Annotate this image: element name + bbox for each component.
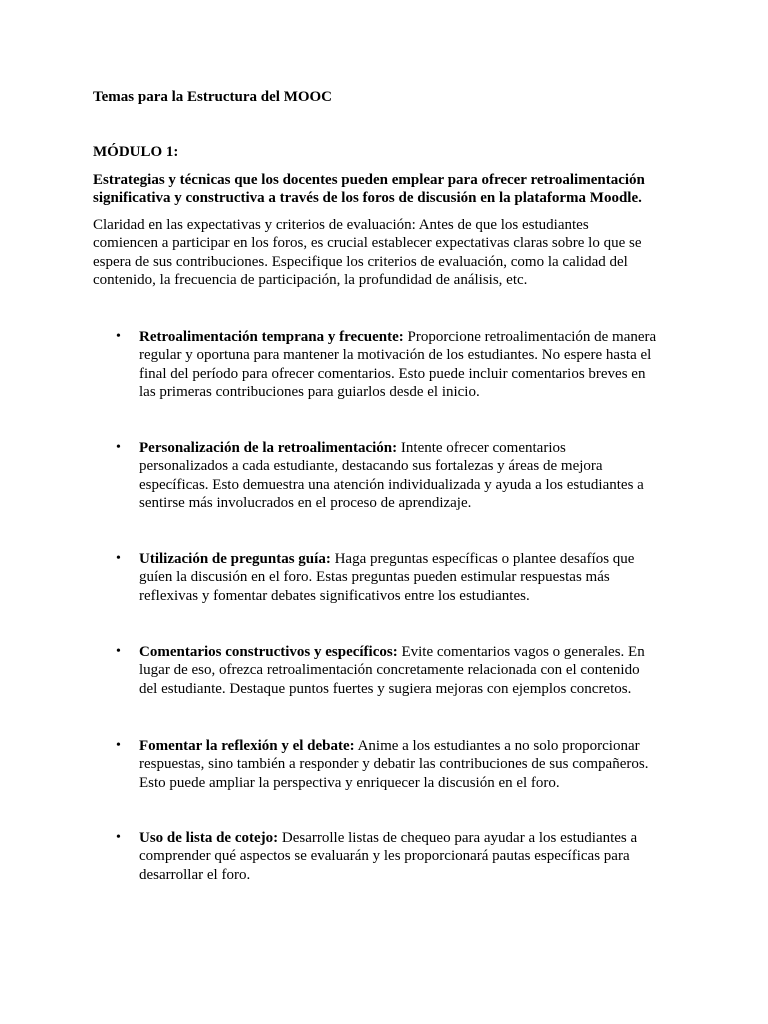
bullet-icon: •	[116, 329, 121, 344]
bullet-first-line-rest: Intente ofrecer comentarios	[397, 440, 566, 456]
bullet-line: reflexivas y fomentar debates significativos entre los estudiantes.	[139, 587, 530, 604]
bullet-term: Retroalimentación temprana y frecuente:	[139, 329, 404, 345]
bullet-term: Uso de lista de cotejo:	[139, 830, 279, 846]
bullet-term: Fomentar la reflexión y el debate:	[139, 738, 355, 754]
bullet-line: comprender qué aspectos se evaluarán y les proporcionará pautas específicas para	[139, 848, 630, 865]
bullet-text	[139, 737, 699, 792]
bullet-text	[139, 829, 699, 884]
bullet-icon: •	[116, 440, 121, 455]
section-heading-line: significativa y constructiva a través de los foros de discusión en la plataforma Moodle.	[93, 190, 642, 206]
bullet-first-line-rest: Evite comentarios vagos o generales. En	[397, 644, 645, 660]
bullet-first-line	[139, 550, 699, 568]
bullet-first-line-rest: Haga preguntas específicas o plantee desafíos que	[330, 551, 635, 567]
section-heading-line: Estrategias y técnicas que los docentes pueden emplear para ofrecer retroalimentación	[93, 172, 645, 188]
bullet-first-line-rest: Proporcione retroalimentación de manera	[403, 329, 657, 345]
bullet-icon: •	[116, 738, 121, 753]
intro-line: Claridad en las expectativas y criterios de evaluación: Antes de que los estudiantes	[93, 217, 589, 233]
bullet-line: respuestas, sino también a responder y debatir las contribuciones de sus compañeros.	[139, 756, 649, 773]
bullet-first-line-rest: Desarrolle listas de chequeo para ayudar a los estudiantes a	[278, 830, 638, 846]
bullet-first-line	[139, 643, 699, 661]
bullet-line: las primeras contribuciones para guiarlos desde el inicio.	[139, 383, 480, 400]
bullet-line: específicas. Esto demuestra una atención individualizada y ayuda a los estudiantes a	[139, 476, 644, 493]
bullet-line: guíen la discusión en el foro. Estas preguntas pueden estimular respuestas más	[139, 569, 610, 586]
bullet-first-line-rest: Anime a los estudiantes a no solo proporcionar	[354, 738, 640, 754]
document-title: Temas para la Estructura del MOOC	[93, 89, 333, 105]
bullet-line: desarrollar el foro.	[139, 866, 251, 883]
bullet-line: del estudiante. Destaque puntos fuertes y sugiera mejoras con ejemplos concretos.	[139, 680, 632, 697]
bullet-icon: •	[116, 551, 121, 566]
bullet-line: regular y oportuna para mantener la motivación de los estudiantes. No espere hasta el	[139, 347, 652, 364]
intro-line: comiencen a participar en los foros, es crucial establecer expectativas claras sobre lo que se	[93, 235, 642, 252]
bullet-first-line	[139, 829, 699, 847]
bullet-line: final del período para ofrecer comentarios. Esto puede incluir comentarios breves en	[139, 365, 646, 382]
bullet-line: lugar de eso, ofrezca retroalimentación concretamente relacionada con el contenido	[139, 662, 640, 679]
bullet-term: Utilización de preguntas guía:	[139, 551, 331, 567]
intro-line: contenido, la frecuencia de participación, la profundidad de análisis, etc.	[93, 271, 528, 288]
bullet-term: Comentarios constructivos y específicos:	[139, 644, 398, 660]
bullet-first-line	[139, 439, 699, 457]
bullet-text	[139, 439, 699, 512]
bullet-first-line	[139, 737, 699, 755]
bullet-text	[139, 643, 699, 698]
bullet-icon: •	[116, 830, 121, 845]
intro-line: espera de sus contribuciones. Especifique los criterios de evaluación, como la calidad del	[93, 253, 628, 270]
bullet-line: personalizados a cada estudiante, destacando sus fortalezas y áreas de mejora	[139, 458, 603, 475]
bullet-text	[139, 550, 699, 605]
module-heading: MÓDULO 1:	[93, 144, 179, 160]
bullet-text	[139, 328, 699, 401]
bullet-line: sentirse más involucrados en el proceso de aprendizaje.	[139, 494, 472, 511]
bullet-icon: •	[116, 644, 121, 659]
bullet-first-line	[139, 328, 699, 346]
bullet-term: Personalización de la retroalimentación:	[139, 440, 398, 456]
bullet-line: Esto puede ampliar la perspectiva y enriquecer la discusión en el foro.	[139, 774, 560, 791]
